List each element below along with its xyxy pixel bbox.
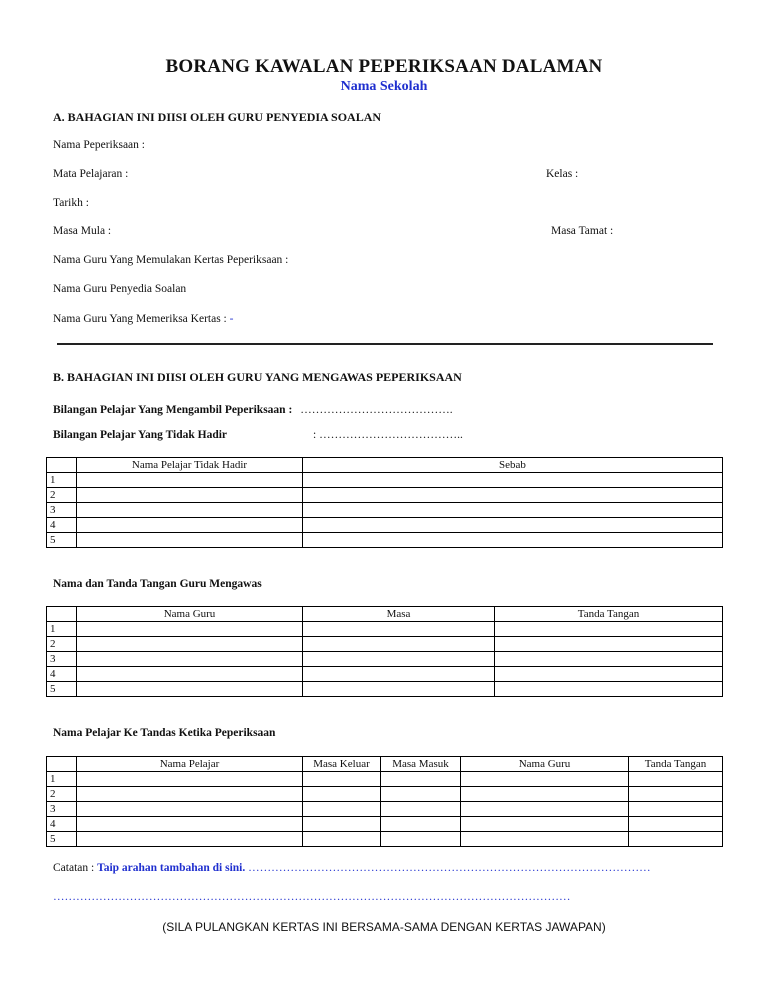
- table-cell[interactable]: [495, 622, 723, 637]
- table-cell[interactable]: [495, 652, 723, 667]
- table-cell[interactable]: [461, 817, 629, 832]
- table-row: [47, 802, 723, 817]
- table-header-cell: [47, 607, 77, 622]
- table-cell[interactable]: [381, 832, 461, 847]
- row-number: 5: [47, 533, 77, 548]
- teacher-start-label: Nama Guru Yang Memulakan Kertas Peperiksaan :: [53, 254, 289, 266]
- table-header-cell: Nama Pelajar: [77, 757, 303, 772]
- table-cell[interactable]: [495, 667, 723, 682]
- row-number: 3: [47, 802, 77, 817]
- table-cell[interactable]: [77, 533, 303, 548]
- table-header-row: [47, 757, 723, 772]
- table-header-cell: Masa Keluar: [303, 757, 381, 772]
- row-number: 4: [47, 817, 77, 832]
- teacher-checker-value: -: [229, 313, 234, 325]
- table-cell[interactable]: [77, 772, 303, 787]
- start-time-label: Masa Mula :: [53, 225, 112, 237]
- table-cell[interactable]: [303, 832, 381, 847]
- table-cell[interactable]: [77, 503, 303, 518]
- table-cell[interactable]: [77, 802, 303, 817]
- table-cell[interactable]: [495, 682, 723, 697]
- row-number: 1: [47, 772, 77, 787]
- students-taking-dots: ………………………………….: [300, 404, 453, 416]
- subject-label: Mata Pelajaran :: [53, 168, 129, 180]
- date-label: Tarikh :: [53, 197, 89, 209]
- students-taking-label: Bilangan Pelajar Yang Mengambil Peperiksaan :: [53, 404, 293, 416]
- table-row: [47, 533, 723, 548]
- row-number: 4: [47, 667, 77, 682]
- table-row: [47, 682, 723, 697]
- table-cell[interactable]: [461, 832, 629, 847]
- table-header-cell: Tanda Tangan: [495, 607, 723, 622]
- row-number: 3: [47, 652, 77, 667]
- table-cell[interactable]: [629, 787, 723, 802]
- table-cell[interactable]: [303, 802, 381, 817]
- absent-students-table: [46, 457, 723, 548]
- table-row: [47, 503, 723, 518]
- notes-dots-line: ………………………………………………………………………………………………………………………: [53, 891, 571, 903]
- row-number: 3: [47, 503, 77, 518]
- row-number: 4: [47, 518, 77, 533]
- table-cell[interactable]: [495, 637, 723, 652]
- table-cell[interactable]: [303, 622, 495, 637]
- exam-name-label: Nama Peperiksaan :: [53, 139, 145, 151]
- table-cell[interactable]: [381, 772, 461, 787]
- table-header-cell: Masa: [303, 607, 495, 622]
- invigilator-heading: Nama dan Tanda Tangan Guru Mengawas: [53, 578, 262, 590]
- table-cell[interactable]: [461, 772, 629, 787]
- table-cell[interactable]: [77, 637, 303, 652]
- table-row: [47, 622, 723, 637]
- table-cell[interactable]: [629, 802, 723, 817]
- table-row: [47, 652, 723, 667]
- table-cell[interactable]: [77, 652, 303, 667]
- table-row: [47, 667, 723, 682]
- table-cell[interactable]: [381, 802, 461, 817]
- toilet-table: [46, 756, 723, 847]
- table-cell[interactable]: [303, 787, 381, 802]
- table-row: [47, 637, 723, 652]
- table-header-cell: Masa Masuk: [381, 757, 461, 772]
- table-cell[interactable]: [303, 772, 381, 787]
- table-row: [47, 488, 723, 503]
- table-row: [47, 772, 723, 787]
- table-cell[interactable]: [303, 488, 723, 503]
- table-cell[interactable]: [381, 817, 461, 832]
- row-number: 2: [47, 488, 77, 503]
- section-a-heading: A. BAHAGIAN INI DIISI OLEH GURU PENYEDIA SOALAN: [53, 110, 382, 124]
- table-cell[interactable]: [303, 682, 495, 697]
- form-title: BORANG KAWALAN PEPERIKSAAN DALAMAN: [165, 56, 603, 77]
- table-cell[interactable]: [77, 622, 303, 637]
- table-cell[interactable]: [629, 832, 723, 847]
- table-header-cell: [47, 757, 77, 772]
- table-row: [47, 817, 723, 832]
- table-row: [47, 518, 723, 533]
- row-number: 5: [47, 832, 77, 847]
- table-cell[interactable]: [629, 817, 723, 832]
- table-header-cell: [47, 458, 77, 473]
- row-number: 1: [47, 473, 77, 488]
- notes-row: [53, 862, 651, 874]
- table-row: [47, 473, 723, 488]
- row-number: 2: [47, 637, 77, 652]
- notes-value[interactable]: Taip arahan tambahan di sini.: [97, 862, 246, 874]
- students-taking-row: [53, 400, 453, 418]
- table-cell[interactable]: [303, 518, 723, 533]
- students-absent-dots: : ………………………………..: [313, 429, 463, 441]
- table-cell[interactable]: [77, 817, 303, 832]
- table-cell[interactable]: [461, 787, 629, 802]
- row-number: 2: [47, 787, 77, 802]
- notes-dots: ……………………………………………………………………………………………: [248, 862, 651, 874]
- end-time-label: Masa Tamat :: [551, 225, 614, 237]
- table-header-cell: Tanda Tangan: [629, 757, 723, 772]
- table-header-cell: Nama Pelajar Tidak Hadir: [77, 458, 303, 473]
- table-header-cell: Nama Guru: [77, 607, 303, 622]
- table-cell[interactable]: [303, 533, 723, 548]
- table-header-cell: Sebab: [303, 458, 723, 473]
- row-number: 5: [47, 682, 77, 697]
- table-cell[interactable]: [461, 802, 629, 817]
- table-cell[interactable]: [77, 832, 303, 847]
- table-header-row: [47, 607, 723, 622]
- invigilator-table: [46, 606, 723, 697]
- table-cell[interactable]: [77, 518, 303, 533]
- section-b-heading: B. BAHAGIAN INI DIISI OLEH GURU YANG MENGAWAS PEPERIKSAAN: [53, 370, 462, 384]
- school-name: Nama Sekolah: [340, 79, 428, 94]
- notes-label: Catatan :: [53, 862, 95, 874]
- table-cell[interactable]: [629, 772, 723, 787]
- teacher-checker-text: Nama Guru Yang Memeriksa Kertas :: [53, 313, 227, 325]
- table-row: [47, 787, 723, 802]
- table-cell[interactable]: [303, 637, 495, 652]
- table-header-row: [47, 458, 723, 473]
- table-cell[interactable]: [303, 503, 723, 518]
- teacher-setter-label: Nama Guru Penyedia Soalan: [53, 283, 187, 295]
- table-cell[interactable]: [303, 473, 723, 488]
- table-cell[interactable]: [77, 682, 303, 697]
- table-header-cell: Nama Guru: [461, 757, 629, 772]
- toilet-heading: Nama Pelajar Ke Tandas Ketika Peperiksaan: [53, 727, 276, 739]
- table-row: [47, 832, 723, 847]
- table-cell[interactable]: [77, 473, 303, 488]
- table-cell[interactable]: [77, 787, 303, 802]
- class-label: Kelas :: [546, 168, 579, 180]
- table-cell[interactable]: [303, 817, 381, 832]
- table-cell[interactable]: [303, 667, 495, 682]
- table-cell[interactable]: [77, 488, 303, 503]
- students-absent-label: Bilangan Pelajar Yang Tidak Hadir: [53, 429, 228, 441]
- row-number: 1: [47, 622, 77, 637]
- section-divider: [57, 343, 713, 345]
- table-cell[interactable]: [381, 787, 461, 802]
- footer-instruction: (SILA PULANGKAN KERTAS INI BERSAMA-SAMA DENGAN KERTAS JAWAPAN): [162, 920, 606, 934]
- table-cell[interactable]: [77, 667, 303, 682]
- teacher-checker-label: [53, 313, 233, 325]
- table-cell[interactable]: [303, 652, 495, 667]
